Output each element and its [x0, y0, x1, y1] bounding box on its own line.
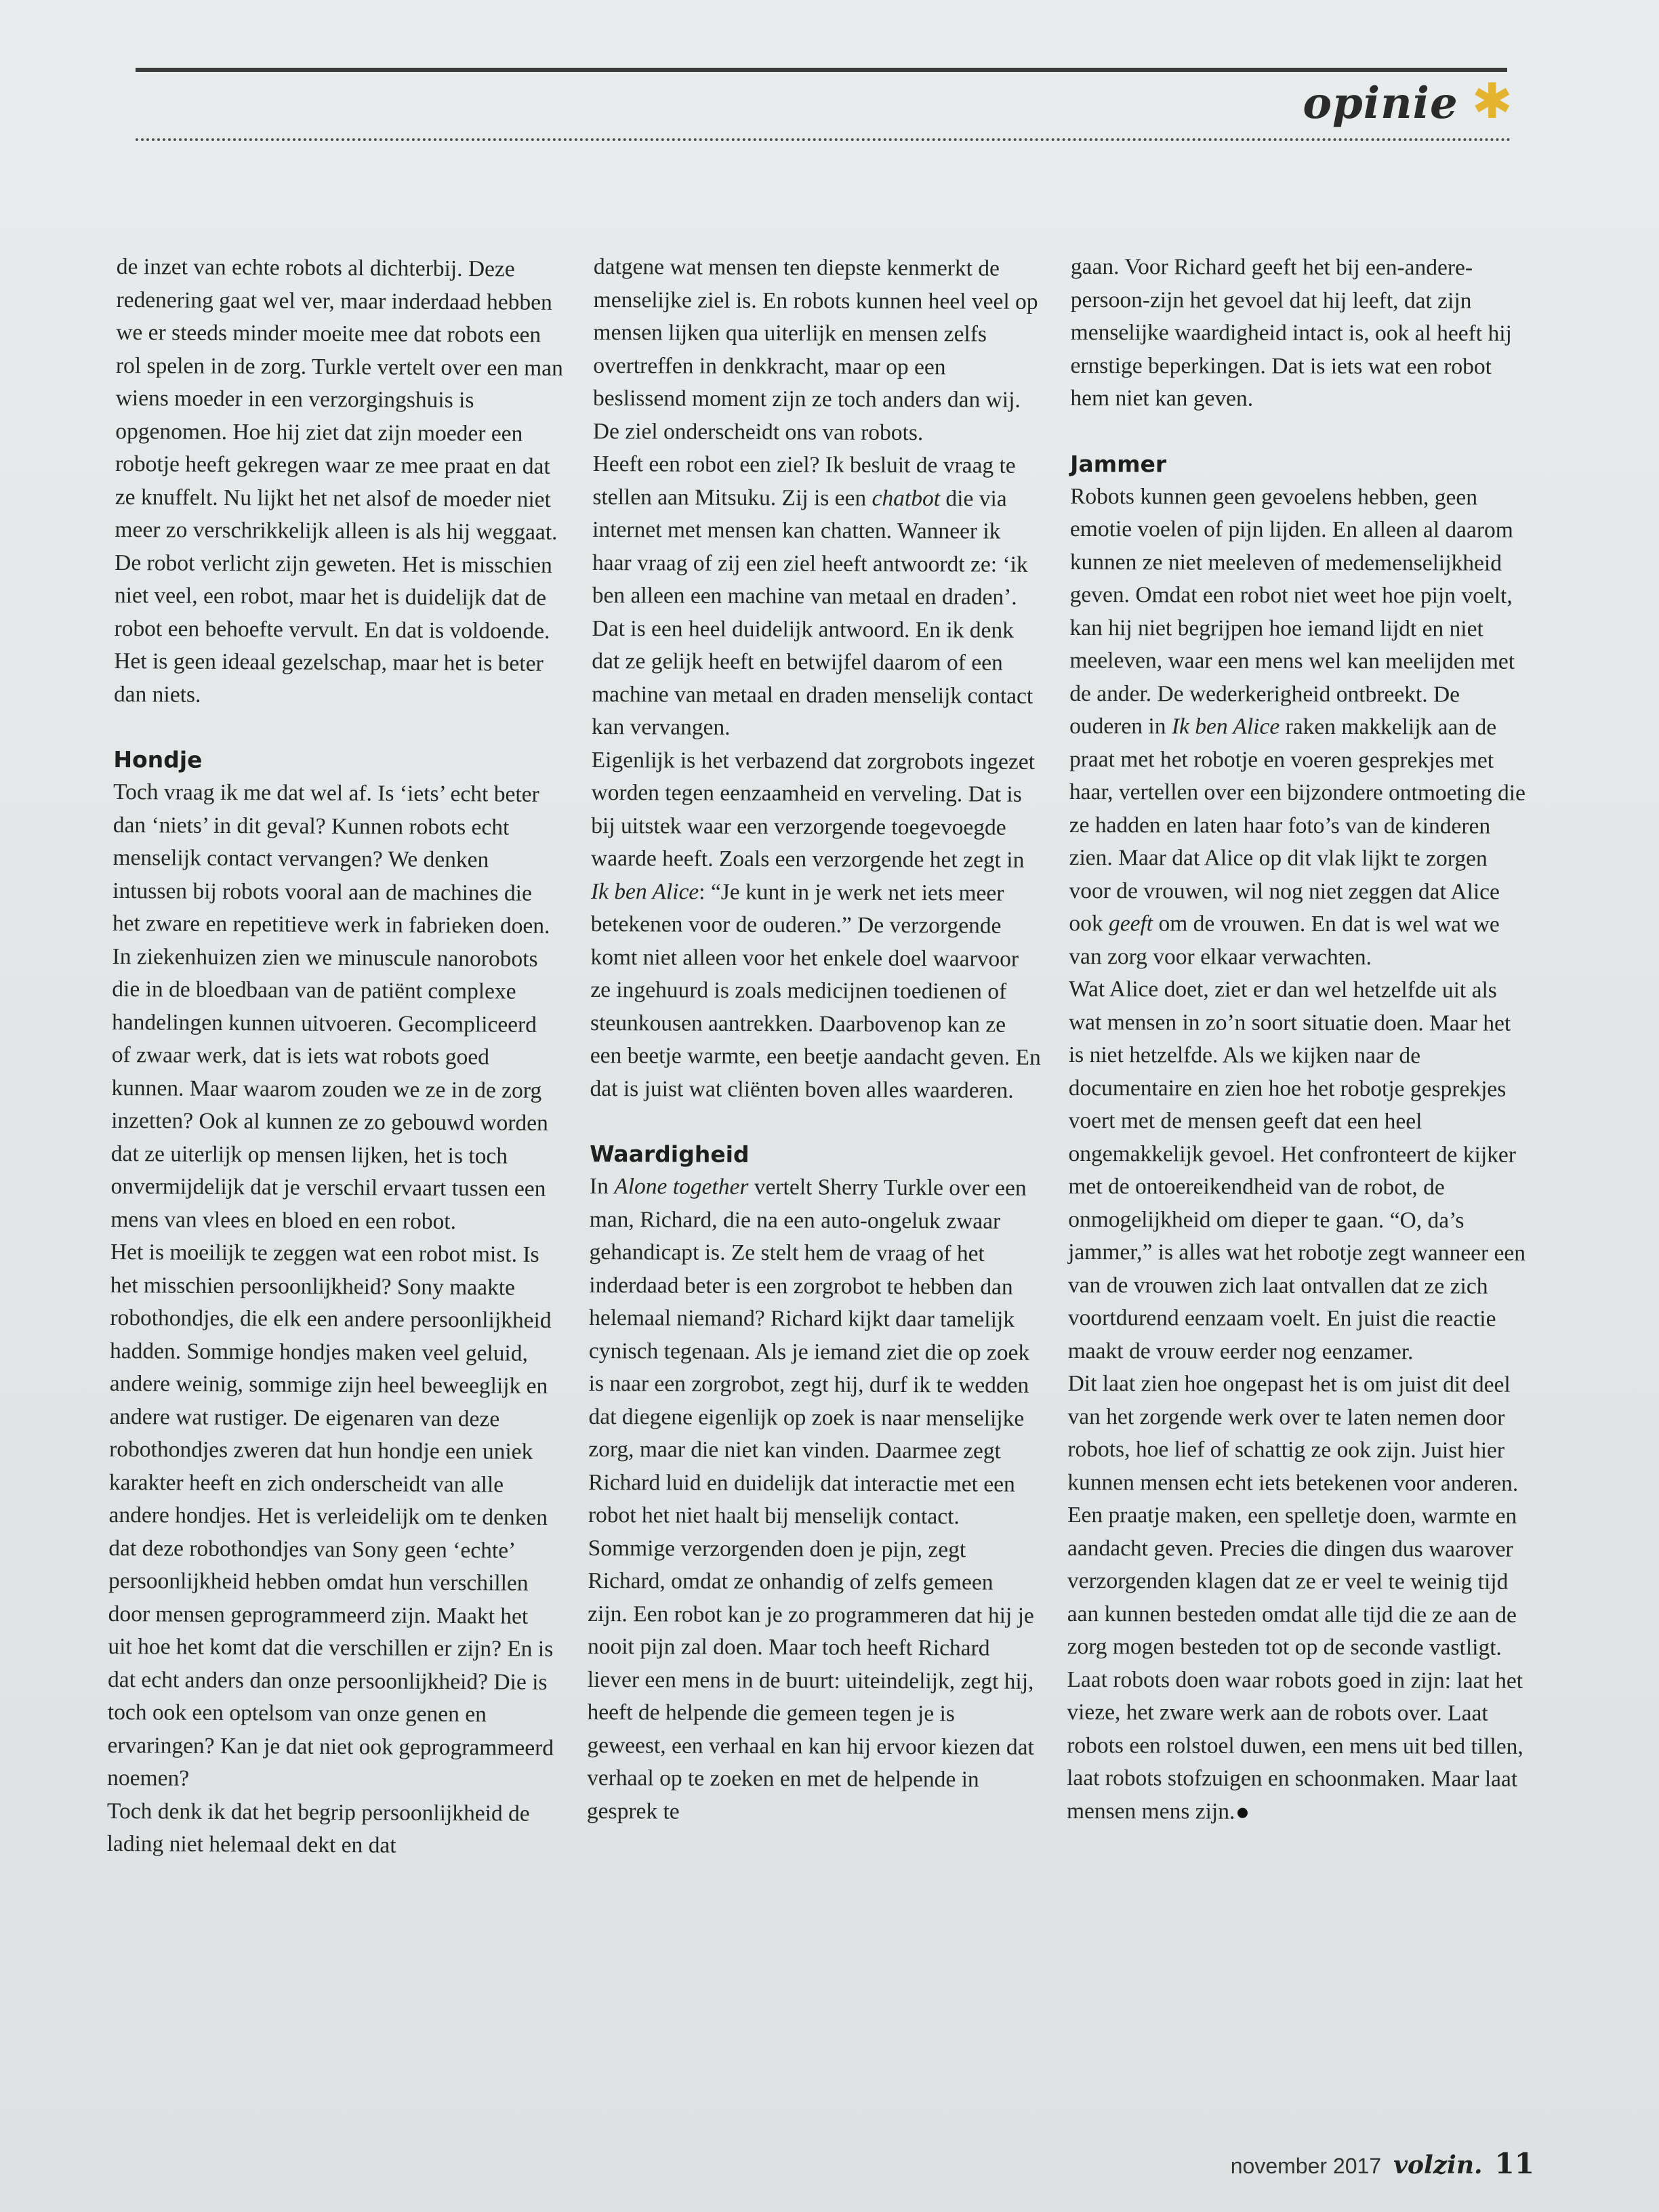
paragraph: Sommige verzorgenden doen je pijn, zegt Richard, omdat ze onhandig of zelfs gemeen zijn. Een robot kan je zo programmeren dat hij je nooit pijn zal doen. Maar toch heeft Richard liever een mens in de buurt: uiteindelijk, zegt hij, heeft de helpende die gemeen tegen je is geweest, een verhaal en kan hij ervoor kiezen dat verhaal op te zoeken en met de helpende in gesprek te	[586, 1535, 1034, 1824]
paragraph: de inzet van echte robots al dichterbij. Deze redenering gaat wel ver, maar inderdaad hebben we er steeds minder moeite mee dat robots een rol spelen in de zorg. Turkle vertelt over een man wiens moeder in een verzorgingshuis is opgenomen. Hoe hij ziet dat zijn moeder een robotje heeft gekregen waar ze mee praat en dat ze knuffelt. Nu lijkt het net alsof de moeder niet meer zo verschrikkelijk alleen is als hij weggaat.	[115, 253, 563, 545]
paragraph: gaan. Voor Richard geeft het bij een-andere-persoon-zijn het gevoel dat hij leeft, dat zijn menselijke waardigheid intact is, ook al heeft hij ernstige beperkingen. Dat is iets wat een robot hem niet kan geven.	[1070, 253, 1512, 411]
page-number: 11	[1494, 2147, 1534, 2180]
paragraph: Wat Alice doet, ziet er dan wel hetzelfde uit als wat mensen in zo’n soort situatie doen. Maar het is niet hetzelfde. Als we kijken naar de documentaire en zien hoe het robotje gesprekjes voert met de mensen geeft dat een heel ongemakkelijk gevoel. Het confronteert de kijker met de ontoereikendheid van de robot, de onmogelijkheid om dieper te gaan. “O, da’s jammer,” is alles wat het robotje zegt wanneer een van de vrouwen zich laat ontvallen dat ze zich voortdurend eenzaam voelt. En juist die reactie maakt de vrouw eerder nog eenzamer.	[1067, 976, 1526, 1364]
paragraph: datgene wat mensen ten diepste kenmerkt de menselijke ziel is. En robots kunnen heel veel op mensen lijken qua uiterlijk en mensen zelfs overtreffen in denkkracht, maar op een beslissend moment zijn ze toch anders dan wij. De ziel onderscheidt ons van robots.	[592, 253, 1038, 445]
paragraph: Dit laat zien hoe ongepast het is om juist dit deel van het zorgende werk over te laten nemen door robots, hoe lief of schattig ze ook zijn. Juist hier kunnen mensen echt iets betekenen voor anderen. Een praatje maken, een spelletje doen, warmte en aandacht geven. Precies die dingen dus waarover verzorgenden klagen dat ze er veel te weinig tijd aan kunnen besteden omdat alle tijd die ze aan de zorg mogen besteden tot op de seconde vastligt. Laat robots doen waar robots goed in zijn: laat het vieze, het zware werk aan de robots over. Laat robots een rolstoel duwen, een mens uit bed tillen, laat robots stofzuigen en schoonmaken. Maar laat mensen mens zijn.	[1066, 1370, 1523, 1824]
section-title: opinie	[1303, 77, 1458, 129]
paragraph: De robot verlicht zijn geweten. Het is misschien niet veel, een robot, maar het is duidelijk dat de robot een behoefte vervult. En dat is voldoende. Het is geen ideaal gezelschap, maar het is beter dan niets.	[113, 550, 552, 708]
section-header	[1303, 73, 1513, 130]
paragraph: Eigenlijk is het verbazend dat zorgrobots ingezet worden tegen eenzaamheid en verveling. Dat is bij uitstek waar een verzorgende toegevoegde waarde heeft. Zoals een verzorgende het zegt in Ik ben Alice: “Je kunt in je werk net iets meer betekenen voor de ouderen.” De verzorgende komt niet alleen voor het enkele doel waarvoor ze ingehuurd is zoals medicijnen toedienen of steunkousen aantrekken. Daarbovenop kan ze een beetje warmte, een beetje aandacht geven. En dat is juist wat cliënten boven alles waarderen.	[590, 747, 1041, 1103]
paragraph: Robots kunnen geen gevoelens hebben, geen emotie voelen of pijn lijden. En alleen al daarom kunnen ze niet meeleven of medemenselijkheid geven. Omdat een robot niet weet hoe pijn voelt, kan hij niet begrijpen hoe iemand lijdt en niet meeleven, waar een mens wel kan meelijden met de ander. De wederkerigheid ontbreekt. De ouderen in Ik ben Alice raken makkelijk aan de praat met het robotje en voeren gesprekjes met haar, vertellen over een bijzondere ontmoeting die ze hadden en laten haar foto’s van de kinderen zien. Maar dat Alice op dit vlak lijkt te zorgen voor de vrouwen, wil nog niet zeggen dat Alice ook geeft om de vrouwen. En dat is wel wat we van zorg voor elkaar verwachten.	[1069, 483, 1525, 970]
page-footer	[1231, 2147, 1534, 2180]
paragraph: Heeft een robot een ziel? Ik besluit de vraag te stellen aan Mitsuku. Zij is een chatbot die via internet met mensen kan chatten. Wanneer ik haar vraag of zij een ziel heeft antwoordt ze: ‘ik ben alleen een machine van metaal en draden’. Dat is een heel duidelijk antwoord. En ik denk dat ze gelijk heeft en betwijfel daarom of een machine van metaal en draden menselijk contact kan vervangen.	[591, 451, 1033, 740]
paragraph: Toch vraag ik me dat wel af. Is ‘iets’ echt beter dan ‘niets’ in dit geval? Kunnen robots echt menselijk contact vervangen? We denken intussen bij robots vooral aan de machines die het zware en repetitieve werk in fabrieken doen. In ziekenhuizen zien we minuscule nanorobots die in de bloedbaan van de patiënt complexe handelingen kunnen uitvoeren. Gecompliceerd of zwaar werk, dat is iets wat robots goed kunnen. Maar waarom zouden we ze in de zorg inzetten? Ook al kunnen ze zo gebouwd worden dat ze uiterlijk op mensen lijken, het is toch onvermijdelijk dat je verschil ervaart tussen een mens van vlees en bloed en een robot.	[110, 779, 550, 1234]
asterisk-icon: ✱	[1471, 73, 1513, 129]
article-column-1	[106, 251, 563, 1863]
end-mark-icon	[1237, 1808, 1248, 1818]
paragraph: Het is moeilijk te zeggen wat een robot mist. Is het misschien persoonlijkheid? Sony maakte robothondjes, die elk een andere persoonlijkheid hadden. Sommige hondjes maken veel geluid, andere weinig, sommige zijn heel beweeglijk en andere wat rustiger. De eigenaren van deze robothondjes zweren dat hun hondje een uniek karakter heeft en zich onderscheidt van alle andere hondjes. Het is verleidelijk om te denken dat deze robothondjes van Sony geen ‘echte’ persoonlijkheid hebben omdat hun verschillen door mensen geprogrammeerd zijn. Maakt het uit hoe het komt dat die verschillen er zijn? En is dat echt anders dan onze persoonlijkheid? Die is toch ook een optelsom van onze genen en ervaringen? Kan je dat niet ook geprogrammeerd noemen?	[107, 1239, 554, 1791]
subheading: Hondje	[113, 745, 203, 773]
dotted-divider	[136, 138, 1511, 141]
article-column-3	[1067, 251, 1528, 1829]
paragraph: In Alone together vertelt Sherry Turkle over een man, Richard, die na een auto-ongeluk zwaar gehandicapt is. Ze stelt hem de vraag of het inderdaad beter is een zorgrobot te hebben dan helemaal niemand? Richard kijkt daar tamelijk cynisch tegenaan. Als je iemand ziet die op zoek is naar een zorgrobot, zegt hij, durf ik te wedden dat diegene eigenlijk op zoek is naar menselijke zorg, maar die niet kan vinden. Daarmee zegt Richard luid en duidelijk dat interactie met een robot het niet haalt bij menselijk contact.	[588, 1173, 1030, 1530]
subheading: Jammer	[1070, 450, 1167, 477]
footer-date: november 2017	[1230, 2154, 1382, 2178]
article-column-2	[587, 251, 1044, 1830]
subheading: Waardigheid	[590, 1140, 750, 1168]
footer-brand: volzin.	[1393, 2151, 1483, 2179]
paragraph: Toch denk ik dat het begrip persoonlijkheid de lading niet helemaal dekt en dat	[106, 1798, 530, 1858]
top-rule	[136, 68, 1507, 72]
